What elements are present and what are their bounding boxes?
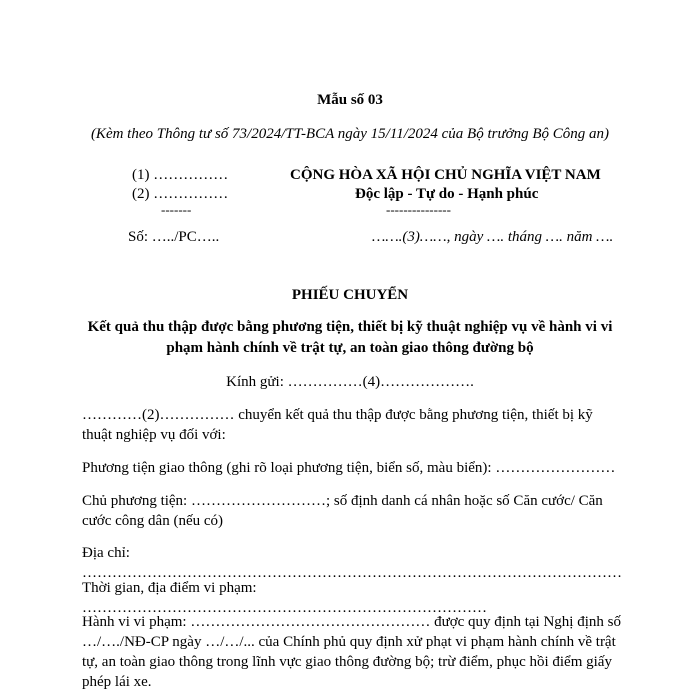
violation-time-place-paragraph: Thời gian, địa điểm vi phạm: ……………………………………………………………………… [82,580,487,616]
intro-paragraph: …………(2)…………… chuyển kết quả thu thập được bằng phương tiện, thiết bị kỹ thuật nghiệp vụ đối với: [82,407,593,443]
attachment-note: (Kèm theo Thông tư số 73/2024/TT-BCA ngày 15/11/2024 của Bộ trưởng Bộ Công an) [90,126,610,142]
form-number: Mẫu số 03 [317,92,383,108]
issuing-authority-line: (1) …………… [132,167,229,183]
national-motto: Độc lập - Tự do - Hạnh phúc [355,186,539,202]
document-number: Số: …../PC….. [128,229,220,245]
document-title: PHIẾU CHUYỂN [291,287,409,303]
place-and-date: …….(3)……, ngày …. tháng …. năm …. [372,229,614,245]
recipient-line: Kính gửi: ……………(4)………………. [226,374,474,390]
issuing-unit-line: (2) …………… [132,186,229,202]
violation-paragraph: Hành vi vi phạm: ………………………………………… được quy định tại Nghị định số …/…./NĐ-CP ngày …/…/... của Chính phủ quy định xử phạt vi phạm hành chính về trật tự, an toàn giao thông trong lĩnh vực giao thông đường bộ; trừ điểm, phục hồi điểm giấy phép lái xe. [82,614,621,690]
vehicle-paragraph: Phương tiện giao thông (ghi rõ loại phương tiện, biển số, màu biển): …………………… [82,460,616,476]
right-divider: --------------- [386,202,451,217]
document-subtitle-line1: Kết quả thu thập được bằng phương tiện, thiết bị kỹ thuật nghiệp vụ về hành vi vi [87,319,613,335]
document-subtitle-line2: phạm hành chính về trật tự, an toàn giao thông đường bộ [166,340,534,356]
country-name: CỘNG HÒA XÃ HỘI CHỦ NGHĨA VIỆT NAM [290,167,601,183]
address-paragraph: Địa chỉ: ……………………………………………………………………………………………… [82,545,622,581]
left-divider: ------- [161,202,192,217]
owner-paragraph: Chủ phương tiện: ………………………; số định danh cá nhân hoặc số Căn cước/ Căn cước công dân (nếu có) [82,493,603,529]
